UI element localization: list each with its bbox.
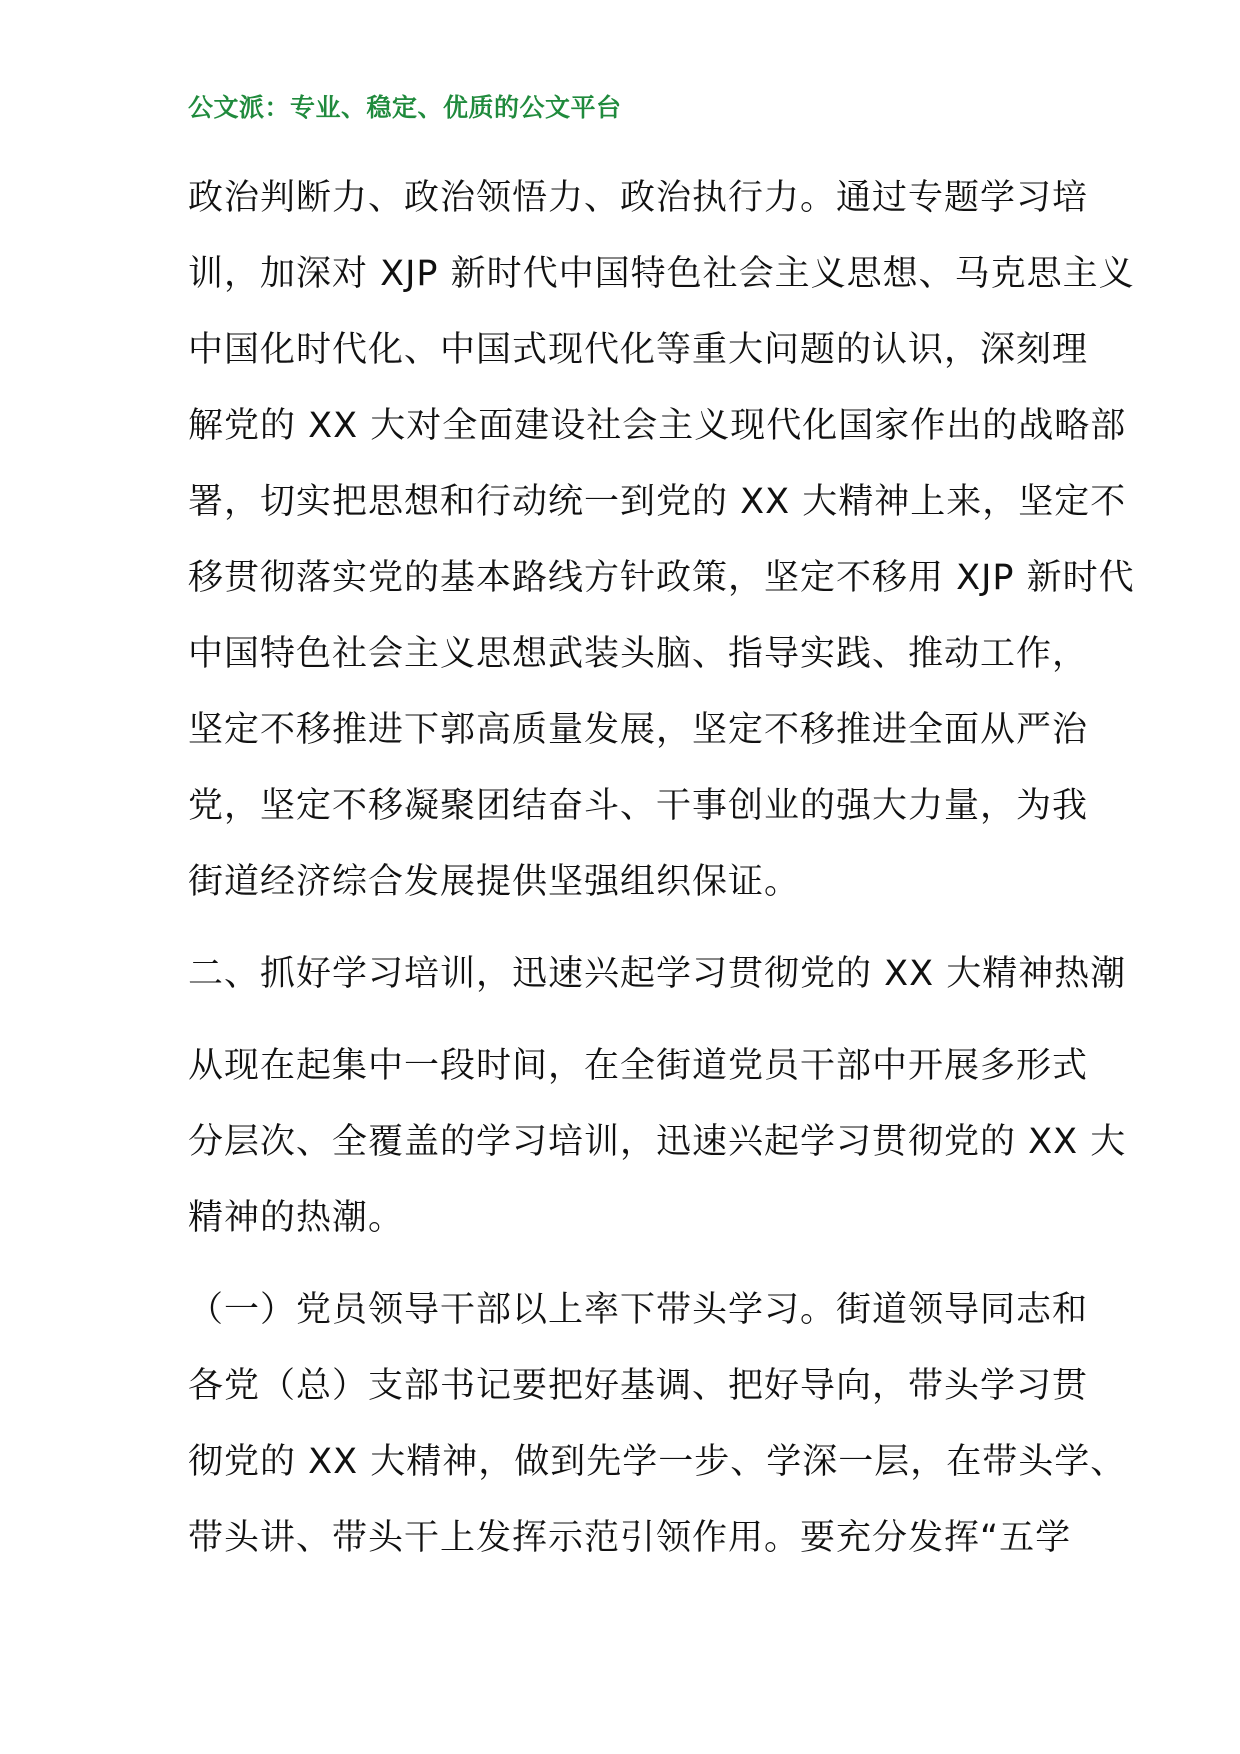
text-line: 训，加深对 XJP 新时代中国特色社会主义思想、马克思主义 — [188, 254, 1135, 294]
text-line: 分层次、全覆盖的学习培训，迅速兴起学习贯彻党的 XX 大 — [188, 1122, 1127, 1162]
text-line: 精神的热潮。 — [188, 1198, 405, 1238]
paragraph-3 — [188, 1272, 1127, 1576]
text-line: 党，坚定不移凝聚团结奋斗、干事创业的强大力量，为我 — [188, 786, 1089, 826]
paragraph-1 — [188, 160, 1135, 920]
text-line: 彻党的 XX 大精神，做到先学一步、学深一层，在带头学、 — [188, 1442, 1127, 1482]
document-body — [188, 160, 1135, 1576]
text-line: 从现在起集中一段时间，在全街道党员干部中开展多形式 — [188, 1046, 1089, 1086]
text-line: 署，切实把思想和行动统一到党的 XX 大精神上来，坚定不 — [188, 482, 1127, 522]
paragraph-gap — [188, 920, 1060, 936]
text-line: 政治判断力、政治领悟力、政治执行力。通过专题学习培 — [188, 178, 1089, 218]
text-line: 坚定不移推进下郭高质量发展，坚定不移推进全面从严治 — [188, 710, 1089, 750]
paragraph-gap — [188, 1256, 1060, 1272]
text-line: 带头讲、带头干上发挥示范引领作用。要充分发挥“五学 — [188, 1518, 1072, 1558]
text-line: （一）党员领导干部以上率下带头学习。街道领导同志和 — [188, 1290, 1089, 1330]
paragraph-2 — [188, 1028, 1127, 1256]
text-line: 街道经济综合发展提供坚强组织保证。 — [188, 862, 801, 902]
text-line: 中国化时代化、中国式现代化等重大问题的认识，深刻理 — [188, 330, 1089, 370]
text-line: 各党（总）支部书记要把好基调、把好导向，带头学习贯 — [188, 1366, 1089, 1406]
text-line: 移贯彻落实党的基本路线方针政策，坚定不移用 XJP 新时代 — [188, 558, 1135, 598]
text-line: 中国特色社会主义思想武装头脑、指导实践、推动工作， — [188, 634, 1089, 674]
page-header: 公文派：专业、稳定、优质的公文平台 — [188, 93, 622, 122]
paragraph-gap — [188, 1012, 1060, 1028]
section-heading — [188, 936, 1127, 1012]
heading-line: 二、抓好学习培训，迅速兴起学习贯彻党的 XX 大精神热潮 — [188, 954, 1127, 994]
text-line: 解党的 XX 大对全面建设社会主义现代化国家作出的战略部 — [188, 406, 1127, 446]
